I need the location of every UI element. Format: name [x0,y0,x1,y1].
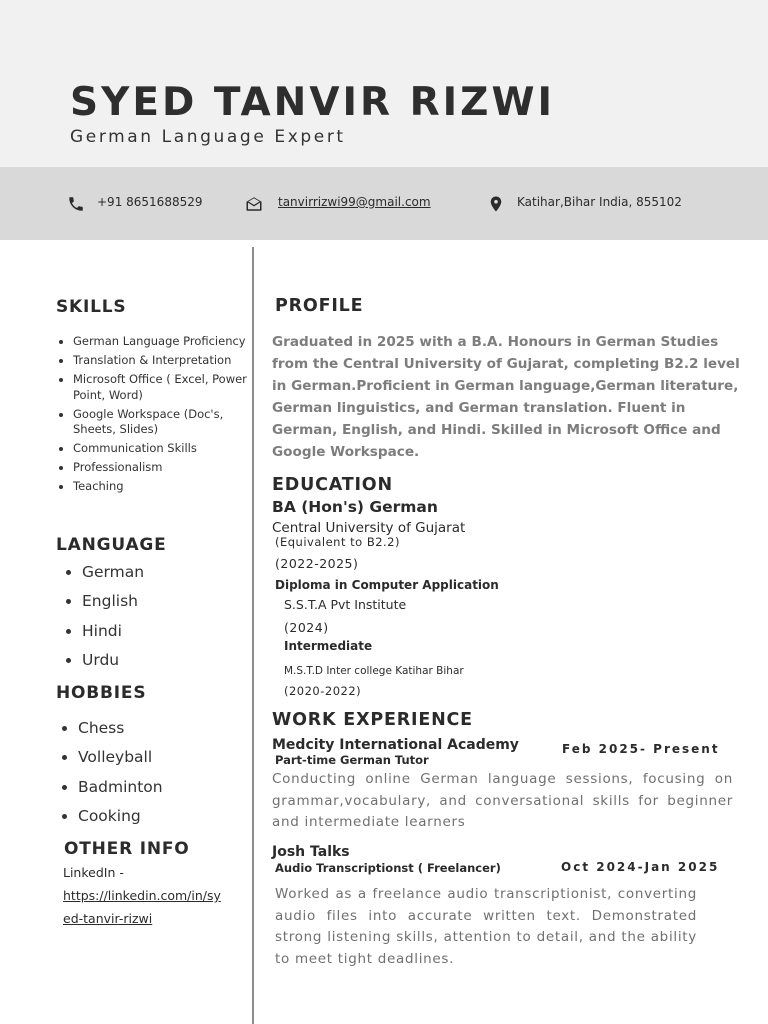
list-item: • German [82,562,144,591]
other-info-heading: OTHER INFO [64,839,190,859]
work-experience-heading: WORK EXPERIENCE [272,710,473,730]
job-organization: Josh Talks [272,844,350,860]
list-item: • Cooking [78,806,163,835]
degree-years: (2022-2025) [275,556,359,571]
list-item: • Volleyball [78,747,163,776]
degree-title: BA (Hon's) German [272,498,438,516]
list-item: • Urdu [82,650,144,679]
degree-equivalent: (Equivalent to B2.2) [275,535,400,549]
list-item: • Translation & Interpretation [73,353,261,369]
education-heading: EDUCATION [272,475,393,495]
diploma-year: (2024) [284,620,329,635]
location-pin-icon [487,195,505,213]
candidate-title: German Language Expert [70,127,346,147]
hobbies-list [52,718,163,835]
list-item: • Chess [78,718,163,747]
list-item: • Microsoft Office ( Excel, Power Point, Word) [73,372,261,403]
email-link[interactable]: tanvirrizwi99@gmail.com [278,195,431,209]
list-item: • Hindi [82,621,144,650]
hobbies-heading: HOBBIES [56,683,147,703]
candidate-name: SYED TANVIR RIZWI [70,80,555,125]
job-description: Conducting online German language sessions, focusing on grammar,vocabulary, and conversational skills for beginner and intermediate learners [272,771,733,830]
list-item: • Communication Skills [73,441,261,457]
skills-heading: SKILLS [56,297,127,317]
list-item: • English [82,591,144,620]
profile-summary: Graduated in 2025 with a B.A. Honours in German Studies from the Central University of Gujarat, completing B2.2 level in German.Proficient in German language,German literature, German linguistics, and German translation. Fluent in German, English, and Hindi. Skilled in Microsoft Office and Google Workspace. [272,334,740,460]
profile-heading: PROFILE [275,296,364,316]
list-item: • Google Workspace (Doc's, Sheets, Slides) [73,407,261,438]
list-item: • Teaching [73,479,261,495]
intermediate-college: M.S.T.D Inter college Katihar Bihar [284,665,464,677]
diploma-institute: S.S.T.A Pvt Institute [284,597,407,612]
list-item: • German Language Proficiency [73,334,261,350]
phone-icon [67,195,85,213]
diploma-title: Diploma in Computer Application [275,578,499,592]
job-role: Audio Transcriptionst ( Freelancer) [275,861,501,875]
job-dates: Feb 2025- Present [562,742,720,756]
list-item: • Professionalism [73,460,261,476]
skills-list [56,334,261,498]
language-heading: LANGUAGE [56,535,167,555]
linkedin-label: LinkedIn - [63,865,124,880]
linkedin-link-continued[interactable]: ed-tanvir-rizwi [63,911,153,926]
job-role: Part-time German Tutor [275,753,429,767]
job-organization: Medcity International Academy [272,737,519,753]
intermediate-title: Intermediate [284,639,373,653]
intermediate-years: (2020-2022) [284,684,362,698]
envelope-icon [245,195,263,213]
address: Katihar,Bihar India, 855102 [517,195,682,209]
job-description: Worked as a freelance audio transcriptionist, converting audio files into accurate written text. Demonstrated strong listening skills, attention to detail, and the ability to meet tight deadlines. [275,886,697,967]
university-name: Central University of Gujarat [272,520,466,536]
job-dates: Oct 2024-Jan 2025 [561,860,720,874]
linkedin-link[interactable]: https://linkedin.com/in/sy [63,888,221,903]
phone-number: +91 8651688529 [97,195,203,209]
language-list [56,562,144,679]
list-item: • Badminton [78,777,163,806]
